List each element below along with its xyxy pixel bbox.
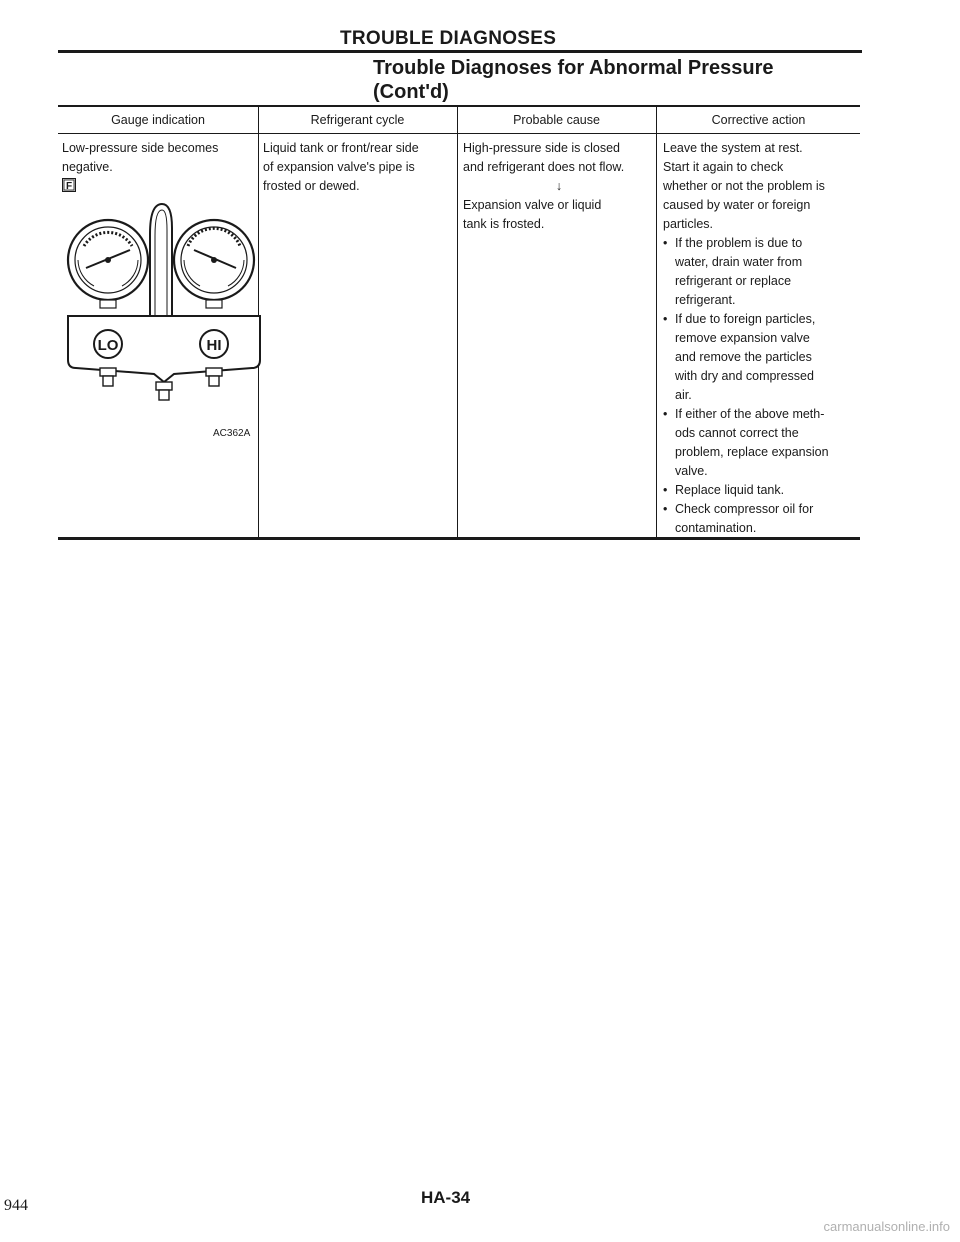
hi-label: HI: [206, 337, 222, 354]
watermark: carmanualsonline.info: [823, 1219, 950, 1234]
bullet-line: refrigerant.: [675, 293, 736, 307]
bullet-line: water, drain water from: [675, 255, 803, 269]
corrective-intro-line: particles.: [663, 217, 714, 231]
list-item: [663, 500, 860, 538]
table-top-rule: [58, 105, 860, 107]
page-number: 944: [4, 1197, 28, 1214]
bullet-line: refrigerant or replace: [675, 274, 792, 288]
list-item: [663, 405, 860, 481]
table-header-rule: [58, 133, 860, 134]
corrective-intro-line: Leave the system at rest.: [663, 141, 803, 155]
bullet-line: ods cannot correct the: [675, 426, 799, 440]
bullet-line: contamination.: [675, 521, 757, 535]
list-item: [663, 234, 860, 310]
down-arrow-icon: ↓: [555, 179, 563, 193]
page-code: HA-34: [421, 1188, 471, 1207]
lo-label: LO: [97, 337, 119, 354]
column-header-gauge: Gauge indication: [111, 113, 205, 127]
probable-cause-line: High-pressure side is closed: [463, 141, 621, 155]
gauge-indication-cell: [62, 139, 256, 177]
bullet-line: valve.: [675, 464, 708, 478]
refrigerant-cycle-line: Liquid tank or front/rear side: [263, 141, 419, 155]
corrective-intro-line: Start it again to check: [663, 160, 784, 174]
column-header-probable-cause: Probable cause: [513, 113, 600, 127]
probable-cause-cell: [463, 139, 655, 234]
column-divider: [457, 106, 458, 537]
corrective-intro-line: caused by water or foreign: [663, 198, 811, 212]
list-item: [663, 481, 860, 500]
bullet-line: • Check compressor oil for: [675, 502, 814, 516]
gauge-text-line: Low-pressure side becomes: [62, 141, 219, 155]
page-title-line2: (Cont'd): [373, 81, 449, 103]
manifold-gauge-illustration: [64, 198, 264, 406]
figure-id: AC362A: [213, 428, 251, 439]
list-item: [663, 310, 860, 405]
bullet-line: • If due to foreign particles,: [675, 312, 816, 326]
f-icon-label: F: [65, 181, 73, 192]
column-header-refrigerant-cycle: Refrigerant cycle: [310, 113, 405, 127]
bullet-line: air.: [675, 388, 692, 402]
page-title: [373, 56, 773, 104]
bullet-line: • If the problem is due to: [675, 236, 803, 250]
corrective-bullet-list: [663, 234, 860, 538]
bullet-line: • Replace liquid tank.: [675, 483, 785, 497]
low-pressure-gauge-icon: [68, 220, 148, 308]
probable-cause-line: and refrigerant does not flow.: [463, 160, 625, 174]
bullet-line: and remove the particles: [675, 350, 812, 364]
refrigerant-cycle-line: of expansion valve's pipe is: [263, 160, 415, 174]
probable-cause-line: tank is frosted.: [463, 217, 545, 231]
header-rule: [58, 50, 862, 53]
gauge-text-line: negative.: [62, 160, 113, 174]
corrective-action-cell: [663, 139, 860, 538]
page-title-line1: Trouble Diagnoses for Abnormal Pressure: [373, 57, 774, 79]
column-header-corrective-action: Corrective action: [711, 113, 806, 127]
probable-cause-line: Expansion valve or liquid: [463, 198, 602, 212]
high-pressure-gauge-icon: [174, 220, 254, 308]
f-category-icon: [62, 178, 76, 192]
bullet-line: • If either of the above meth-: [675, 407, 825, 421]
bullet-line: remove expansion valve: [675, 331, 810, 345]
column-divider: [656, 106, 657, 537]
bullet-line: with dry and compressed: [675, 369, 814, 383]
refrigerant-cycle-cell: [263, 139, 455, 196]
bullet-line: problem, replace expansion: [675, 445, 829, 459]
section-header: TROUBLE DIAGNOSES: [340, 28, 557, 49]
refrigerant-cycle-line: frosted or dewed.: [263, 179, 360, 193]
corrective-intro-line: whether or not the problem is: [663, 179, 825, 193]
